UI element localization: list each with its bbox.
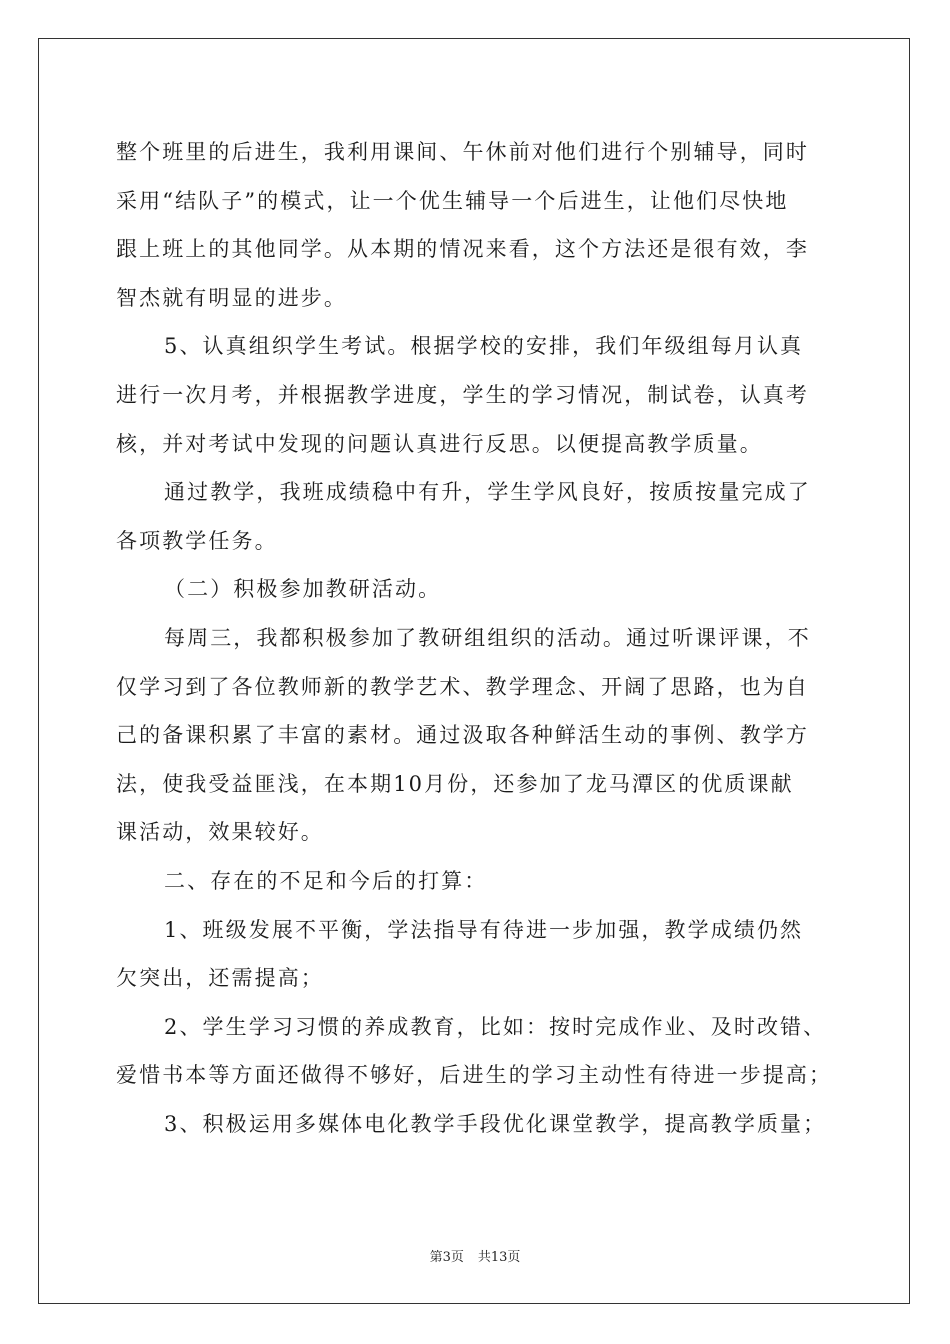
document-body	[116, 128, 836, 1148]
text-line: 进行一次月考，并根据教学进度，学生的学习情况，制试卷，认真考	[116, 382, 809, 407]
section-heading: （二）积极参加教研活动。	[164, 577, 442, 602]
section-heading: 二、存在的不足和今后的打算：	[164, 868, 488, 893]
text-line: 爱惜书本等方面还做得不够好，后进生的学习主动性有待进一步提高；	[116, 1063, 833, 1088]
text-line: 己的备课积累了丰富的素材。通过汲取各种鲜活生动的事例、教学方	[116, 723, 809, 748]
text-line: 智杰就有明显的进步。	[116, 285, 347, 310]
text-line: 3、积极运用多媒体电化教学手段优化课堂教学，提高教学质量；	[164, 1111, 827, 1136]
text-line: 跟上班上的其他同学。从本期的情况来看，这个方法还是很有效，李	[116, 237, 809, 262]
page-number: 第3页	[429, 1250, 464, 1265]
text-line: 各项教学任务。	[116, 528, 278, 553]
page-total: 共13页	[477, 1250, 521, 1265]
text-line: 1、班级发展不平衡，学法指导有待进一步加强，教学成绩仍然	[164, 917, 804, 942]
text-line: 课活动，效果较好。	[116, 820, 324, 845]
text-line: 5、认真组织学生考试。根据学校的安排，我们年级组每月认真	[164, 334, 804, 359]
text-line: 核，并对考试中发现的问题认真进行反思。以便提高教学质量。	[116, 431, 763, 456]
text-line: 2、学生学习习惯的养成教育，比如：按时完成作业、及时改错、	[164, 1014, 827, 1039]
page-footer	[0, 1246, 950, 1265]
text-line: 通过教学，我班成绩稳中有升，学生学风良好，按质按量完成了	[164, 480, 811, 505]
text-line: 仅学习到了各位教师新的教学艺术、教学理念、开阔了思路，也为自	[116, 674, 809, 699]
text-line: 每周三，我都积极参加了教研组组织的活动。通过听课评课，不	[164, 625, 811, 650]
text-line: 采用“结队子”的模式，让一个优生辅导一个后进生，让他们尽快地	[116, 188, 789, 213]
text-line: 法，使我受益匪浅，在本期10月份，还参加了龙马潭区的优质课献	[116, 771, 794, 796]
text-line: 整个班里的后进生，我利用课间、午休前对他们进行个别辅导，同时	[116, 140, 809, 164]
text-line: 欠突出，还需提高；	[116, 966, 324, 991]
